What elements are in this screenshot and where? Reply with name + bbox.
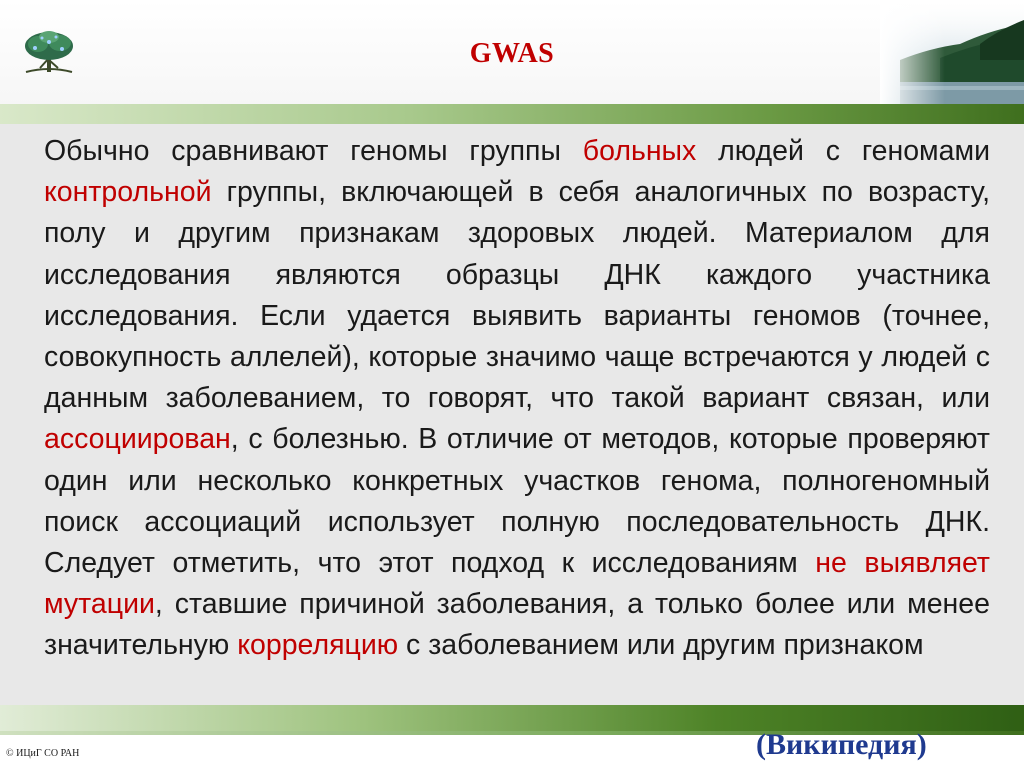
highlighted-term: не выявляет мутации: [44, 547, 990, 621]
highlighted-term: ассоциирован: [44, 423, 231, 456]
text-segment: с заболеванием или другим признаком: [398, 629, 924, 662]
body-paragraph: [44, 131, 990, 667]
header-divider-band: [0, 104, 1024, 124]
highlighted-term: больных: [582, 135, 697, 167]
source-citation: (Википедия): [756, 728, 927, 761]
text-segment: группы, включающей в себя аналогичных по возрасту, полу и другим признакам здоровых людей. Материалом для исследования являются образцы ДНК каждого участника исследования. Если удается выявить варианты геномов (точнее, совокупность аллелей), которые значимо чаще встречаются у людей с данным заболеванием, то говорят, что такой вариант связан, или: [44, 176, 990, 415]
highlighted-term: корреляцию: [237, 629, 399, 662]
lake-forest-photo: [880, 0, 1024, 108]
text-segment: людей с геномами: [696, 135, 990, 167]
text-segment: Обычно сравнивают геномы группы: [44, 135, 583, 167]
text-segment: , с болезнью. В отличие от методов, которые проверяют один или несколько конкретных участков генома, полногеномный поиск ассоциаций использует полную последовательность ДНК. Следует отметить, что этот подход к исследованиям: [44, 423, 990, 580]
text-segment: , ставшие причиной заболевания, а только более или менее значительную: [44, 588, 990, 662]
slide-title: GWAS: [469, 38, 555, 69]
highlighted-term: контрольной: [44, 176, 212, 209]
copyright-text: © ИЦиГ СО РАН: [6, 748, 80, 759]
